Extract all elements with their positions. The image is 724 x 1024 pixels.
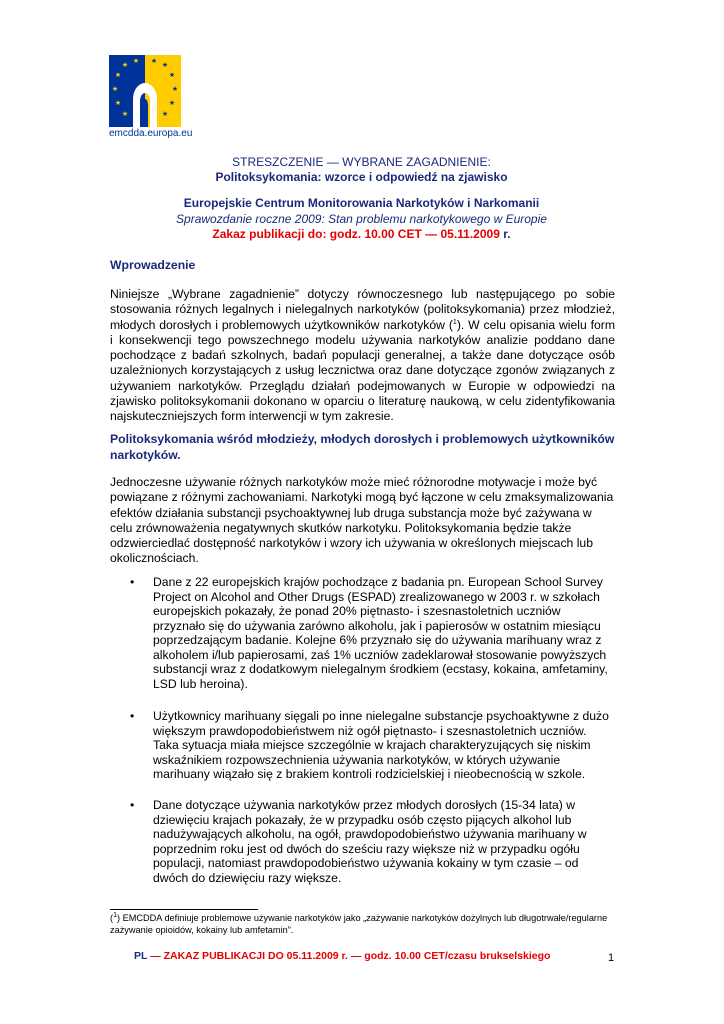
footnote-reference[interactable]: 1 [452,318,457,326]
section-paragraph: Jednoczesne używanie różnych narkotyków może mieć różnorodne motywacje i może być powiązane z różnymi zachowaniami. Narkotyki mogą być łączone w celu zmaksymalizowania efektów działania substancji psychoaktywnej lub druga substancja może być zażywana w celu zrównoważenia negatywnych skutków narkotyku. Politoksykomania będzie także odzwierciedlać dostępność narkotyków i wzory ich używania w określonych miejscach lub okolicznościach. [110,475,614,566]
svg-text:★: ★ [171,85,179,93]
section-label: STRESZCZENIE — WYBRANE ZAGADNIENIE: [232,155,491,169]
document-title: Politoksykomania: wzorce i odpowiedź na zjawisko [215,170,508,184]
footnote: ($^1$) EMCDDA definiuje problemowe używanie narkotyków jako „zażywanie narkotyków dożylnych lub długotrwałe/regularne zażywanie opioidów, kokainy lub amfetamin”. [110,911,608,935]
svg-text:★: ★ [114,99,122,107]
svg-text:★: ★ [168,71,176,79]
heading-introduction: Wprowadzenie [110,258,196,272]
bullet-icon: • [130,575,135,589]
svg-text:★: ★ [161,61,169,69]
report-title: Sprawozdanie roczne 2009: Stan problemu narkotykowego w Europie [176,212,547,226]
page-footer: PL — ZAKAZ PUBLIKACJI DO 05.11.2009 r. — godz. 10.00 CET/czasu brukselskiego [134,950,551,962]
organisation-name: Europejskie Centrum Monitorowania Narkotyków i Narkomanii [183,196,540,210]
page-number: 1 [608,952,615,964]
heading-polydrug-use: Politoksykomania wśród młodzieży, młodych dorosłych i problemowych użytkowników narkotyków. [110,432,615,462]
svg-text:★: ★ [168,99,176,107]
svg-text:★: ★ [114,71,122,79]
svg-text:★: ★ [121,110,129,118]
svg-text:★: ★ [111,85,119,93]
svg-text:★: ★ [132,57,140,65]
footnote-divider [110,909,258,910]
svg-text:★: ★ [150,57,158,65]
intro-paragraph: Niniejsze „Wybrane zagadnienie” dotyczy równoczesnego lub następującego po sobie stosowania różnych legalnych i nielegalnych narkotyków (politoksykomania) przez młodzież, młodych dorosłych i problemowych użytkowników narkotyków ($^1$). W celu opisania wielu form i konsekwencji tego powszechnego modelu używania narkotyków analizie poddano dane pochodzące z badań szkolnych, badań populacji generalnej, a także dane dotyczące osób uzależnionych korzystających z usług lecznictwa oraz dane dotyczące zgonów związanych z używaniem narkotyków. Przeglądu działań podejmowanych w Europie w odpowiedzi na zjawisko politoksykomanii dokonano w oparciu o literaturę naukową, w celu zidentyfikowania najskuteczniejszych form interwencji w tym zakresie. [110,287,615,424]
emcdda-logo [109,55,181,127]
document-page: ★ ★ ★ ★ ★ ★ ★ ★ ★ ★ ★ ★ emcdda.europa.eu STRESZCZENIE — WYBRANE ZAGADNIENIE: Politoksykomania: wzorce i odpowiedź na zjawisko Europejskie Centrum Monitorowania Narkotyków i Narkomanii Sprawozdanie roczne 2009: Stan problemu narkotykowego w Europie Zakaz publikacji do: godz. 10.00 CET — 05.11.2009 r. Wprowadzenie Niniejsze „Wybrane zagadnienie” dotyczy równoczesnego lub następującego po sobie stosowania różnych legalnych i nielegalnych narkotyków (politoksykomania) przez młodzież, młodych dorosłych i problemowych użytkowników narkotyków ($^1$). W celu opisania wielu form i konsekwencji tego powszechnego modelu używania narkotyków analizie poddano dane pochodzące z badań szkolnych, badań populacji generalnej, a także dane dotyczące osób uzależnionych korzystających z usług lecznictwa oraz dane dotyczące zgonów związanych z używaniem narkotyków. Przeglądu działań podejmowanych w Europie w odpowiedzi na zjawisko politoksykomanii dokonano w oparciu o literaturę naukową, w celu zidentyfikowania najskuteczniejszych form interwencji w tym zakresie. Politoksykomania wśród młodzieży, młodych dorosłych i problemowych użytkowników narkotyków. Jednoczesne używanie różnych narkotyków może mieć różnorodne motywacje i może być powiązane z różnymi zachowaniami. Narkotyki mogą być łączone w celu zmaksymalizowania efektów działania substancji psychoaktywnej lub druga substancja może być zażywana w celu zrównoważenia negatywnych skutków narkotyku. Politoksykomania będzie także odzwierciedlać dostępność narkotyków i wzory ich używania w określonych miejscach lub okolicznościach. • Dane z 22 europejskich krajów pochodzące z badania pn. European School Survey Project on Alcohol and Other Drugs (ESPAD) zrealizowanego w 2003 r. w szkołach europejskich pokazały, że ponad 20% piętnasto- i szesnastoletnich uczniów przyznało się do używania zarówno alkoholu, jak i papierosów w ostatnim miesiącu poprzedzającym badanie. Kolejne 6% przyznało się do używania marihuany wraz z alkoholem i/lub papierosami, zaś 1% uczniów zadeklarował stosowanie powyższych substancji wraz z dodatkowym nielegalnym środkiem (ecstasy, kokaina, amfetaminy, LSD lub heroina). • Użytkownicy marihuany sięgali po inne nielegalne substancje psychoaktywne z dużo większym prawdopodobieństwem niż ogół piętnasto- i szesnastoletnich uczniów. Taka sytuacja miała miejsce szczególnie w krajach charakteryzujących się niskim wskaźnikiem rozpowszechnienia używania narkotyków, w których używanie marihuany wiązało się z brakiem kontroli rodzicielskiej i nieobecnością w szkole. • Dane dotyczące używania narkotyków przez młodych dorosłych (15-34 lata) w dziewięciu krajach pokazały, że w przypadku osób często pijących alkohol lub nadużywających alkoholu, na ogół, prawdopodobieństwo używania marihuany w poprzednim roku jest od dwóch do sześciu razy większe niż w przypadku ogółu populacji, natomiast prawdopodobieństwo używania kokainy w tym czasie – od dwóch do dziewięciu razy większe. ($^1$) EMCDDA definiuje problemowe używanie narkotyków jako „zażywanie narkotyków dożylnych lub długotrwałe/regularne zażywanie opioidów, kokainy lub amfetamin”. PL — ZAKAZ PUBLIKACJI DO 05.11.2009 r. — godz. 10.00 CET/czasu brukselskiego 1 [109,57,615,964]
embargo-notice: Zakaz publikacji do: godz. 10.00 CET — 05.11.2009 r. [212,227,511,241]
website-url[interactable]: emcdda.europa.eu [109,128,193,139]
bullet-icon: • [130,709,135,723]
bullet-icon: • [130,798,135,812]
svg-text:★: ★ [121,61,129,69]
svg-text:★: ★ [161,110,169,118]
